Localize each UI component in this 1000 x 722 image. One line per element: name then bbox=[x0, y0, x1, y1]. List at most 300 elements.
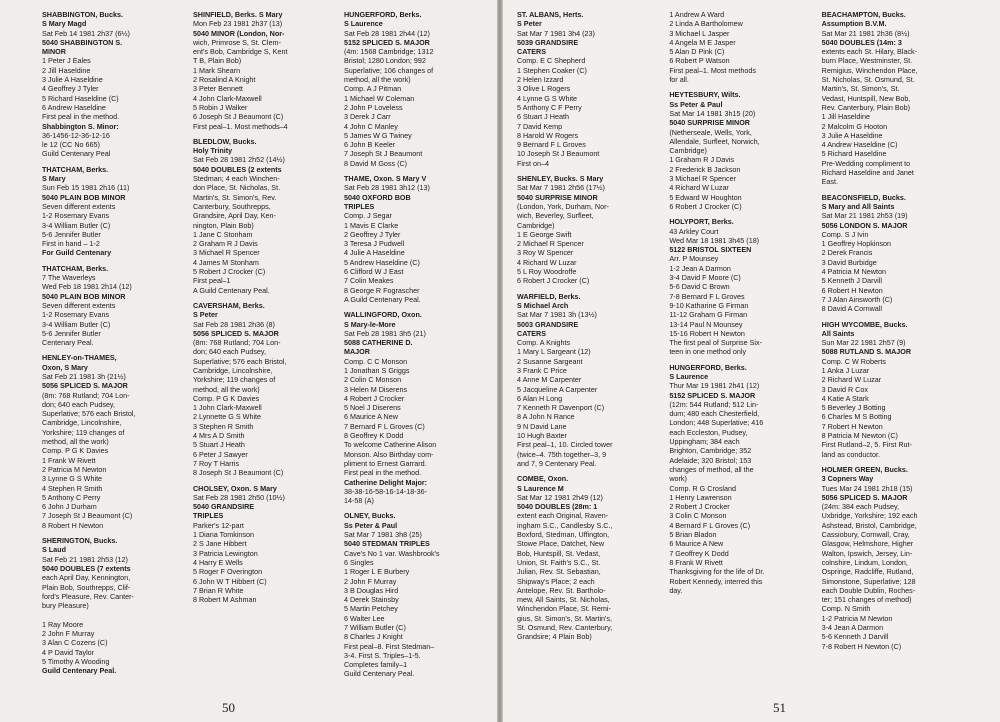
record-text-line: 1 Anka J Luzar bbox=[821, 365, 870, 375]
record-text-line: 8 Harold W Rogers bbox=[517, 130, 579, 140]
record-text-line: Martin's, St. Simon's, St. bbox=[821, 84, 900, 94]
record-text-line: 2 Susanne Sargeant bbox=[517, 356, 583, 366]
record-text-line: Julian, Rev. St. Sebastian, bbox=[517, 567, 601, 577]
record-text-line: Guild Centenary Peal. bbox=[343, 669, 415, 679]
record-text-line: 2 John F Murray bbox=[42, 629, 95, 638]
record-heading-line: 5152 SPLICED S. MAJOR bbox=[669, 390, 756, 400]
record-text-line: First on–4 bbox=[517, 158, 549, 168]
record-heading-line: HEYTESBURY, Wilts. bbox=[669, 90, 741, 100]
record-text-line: 2 Linda A Bartholomew bbox=[669, 19, 743, 29]
record-text-line: 1 Diana Tomkinson bbox=[192, 530, 254, 540]
record-text-line: 4 Mrs A D Smith bbox=[192, 431, 245, 441]
peal-record bbox=[669, 217, 813, 356]
text-column bbox=[665, 10, 817, 704]
record-text-line: 7 Joseph St J Beaumont (C) bbox=[42, 511, 133, 521]
record-text-line: Ospringe, Radcliffe, Rutland, bbox=[821, 567, 914, 577]
record-text-line: 3-4 David F Moore (C) bbox=[669, 273, 741, 283]
record-text-line: 1 Mary L Sargeant (12) bbox=[517, 347, 591, 357]
record-text-line: each Eccleston, Pudsey, bbox=[669, 427, 748, 437]
record-text-line: 3 Teresa J Pudwell bbox=[343, 239, 405, 249]
record-heading-line: S Laurence M bbox=[517, 483, 564, 493]
record-text-line: 7 Robert H Newton bbox=[821, 421, 883, 431]
record-heading-line: 5040 MINOR (London, Nor- bbox=[192, 28, 285, 38]
record-text-line: 8 Joseph St J Beaumont (C) bbox=[192, 468, 284, 478]
record-text-line: 4 Patricia M Newton bbox=[821, 267, 886, 277]
record-text-line: 1 Jonathan S Griggs bbox=[343, 365, 410, 375]
record-text-line: 1 Geoffrey Hopkinson bbox=[821, 239, 892, 249]
peal-record bbox=[517, 292, 661, 469]
peal-record bbox=[517, 174, 661, 286]
record-text-line: First Rutland–2, 5. First Rut- bbox=[821, 440, 912, 450]
record-heading-line: 5040 STEDMAN TRIPLES bbox=[343, 539, 430, 549]
record-text-line: 4 Robert J Crocker bbox=[343, 393, 405, 403]
record-text-line: 1 Jane C Stonham bbox=[192, 229, 253, 239]
record-text-line: 3 Michael R Spencer bbox=[669, 174, 737, 184]
record-text-line: burn Place, Westminster, St. bbox=[821, 56, 913, 66]
record-text-line: 8 Robert H Newton bbox=[42, 520, 104, 530]
record-text-line: 6 John B Keeler bbox=[343, 140, 396, 150]
record-heading-line: All Saints bbox=[821, 328, 855, 338]
record-heading-line: 3 Copners Way bbox=[821, 474, 874, 484]
record-text-line: 1 John Clark-Maxwell bbox=[192, 403, 262, 413]
record-text-line: 3 Michael L Jasper bbox=[669, 28, 730, 38]
record-text-line: Sun Feb 15 1981 2h16 (11) bbox=[42, 183, 130, 193]
record-text-line: 1-2 Rosemary Evans bbox=[42, 310, 110, 320]
record-text-line: 3 Frank C Price bbox=[517, 365, 567, 375]
record-text-line: Martin's, St. Simon's, Rev. bbox=[192, 192, 277, 202]
record-text-line: Sat Feb 21 1981 2h53 (12) bbox=[42, 554, 128, 564]
record-heading-line: 5040 SURPRISE MINOR bbox=[669, 118, 750, 128]
record-heading-line: S Peter bbox=[192, 310, 218, 320]
record-text-line: Brighton, Cambridge; 352 bbox=[669, 446, 752, 456]
peal-record bbox=[822, 320, 966, 459]
record-text-line: teen in one method only bbox=[669, 347, 747, 357]
record-heading-line: 5056 SPLICED S. MAJOR bbox=[821, 492, 908, 502]
record-heading-line: 5040 DOUBLES (2 extents bbox=[192, 164, 282, 174]
record-heading-line: HOLYPORT, Berks. bbox=[669, 217, 734, 227]
record-text-line: 3 Stephen R Smith bbox=[192, 421, 254, 431]
record-text-line: 1 Henry Lawrenson bbox=[669, 492, 732, 502]
peal-record bbox=[822, 193, 966, 314]
record-text-line: nington, Plain Bob) bbox=[192, 220, 254, 230]
record-text-line: Uppingham; 384 each bbox=[669, 437, 740, 447]
record-text-line: 3 B Douglas Hird bbox=[343, 585, 399, 595]
record-text-line: 38-38-16-58-16-14-18-36- bbox=[343, 486, 428, 496]
record-text-line: Comp. R G Crosland bbox=[669, 483, 737, 493]
peal-record bbox=[42, 353, 185, 530]
record-text-line: 6 Maurice A New bbox=[343, 412, 398, 422]
record-text-line: Sat Mar 21 1981 2h36 (8½) bbox=[821, 28, 910, 38]
record-text-line: Vedast, Huntspill, New Bob, bbox=[821, 93, 911, 103]
record-text-line: 3 Colin C Monson bbox=[669, 511, 727, 521]
record-text-line: Superlative; 576 each Bristol, bbox=[42, 409, 136, 419]
record-text-line: Superlative; 576 each Bristol, bbox=[192, 356, 287, 366]
record-text-line: don; 640 each Pudsey, bbox=[42, 399, 115, 409]
record-heading-line: 5088 CATHERINE D. bbox=[343, 338, 413, 348]
record-text-line: First peal–8. First Stedman– bbox=[343, 641, 435, 651]
record-text-line: 2 Helen Izzard bbox=[517, 75, 564, 85]
record-text-line: 2 Derek Francis bbox=[821, 248, 873, 258]
record-text-line: Wed Feb 18 1981 2h14 (12) bbox=[42, 282, 132, 292]
record-text-line: 4 Richard W Luzar bbox=[517, 257, 577, 267]
peal-record bbox=[42, 165, 185, 258]
record-text-line: 1 Mavis E Clarke bbox=[343, 220, 399, 230]
record-text-line: (4m: 1568 Cambridge; 1312 bbox=[343, 47, 434, 57]
record-text-line: 1 Frank W Rivett bbox=[42, 455, 96, 465]
record-text-line: method, all the work) bbox=[343, 75, 411, 85]
record-text-line: ter; 151 changes of method) bbox=[821, 595, 912, 605]
record-text-line: 5 James W G Twiney bbox=[343, 130, 412, 140]
record-heading-line: For Guild Centenary bbox=[42, 248, 112, 258]
record-heading-line: 5040 DOUBLES (7 extents bbox=[42, 563, 131, 573]
record-text-line: Sat Feb 28 1981 2h44 (12) bbox=[343, 28, 430, 38]
record-text-line: A Guild Centenary Peal. bbox=[343, 294, 421, 304]
text-column bbox=[340, 10, 491, 704]
record-text-line: 8 George R Fograscher bbox=[343, 285, 420, 295]
record-text-line: dum; 480 each Chesterfield, bbox=[669, 409, 760, 419]
record-text-line: St. Osmund, Rev. Canterbury, bbox=[517, 623, 613, 632]
peal-record bbox=[517, 474, 661, 641]
record-text-line: Plain Bob, Southrepps, Clif- bbox=[42, 582, 131, 592]
text-column bbox=[189, 10, 340, 704]
record-text-line: Yorkshire; 119 changes of bbox=[192, 375, 276, 385]
record-text-line: 6 Robert J Crocker (C) bbox=[669, 201, 742, 211]
record-heading-line: CHOLSEY, Oxon. S Mary bbox=[192, 483, 277, 493]
record-text-line: 4 Stephen R Smith bbox=[42, 483, 103, 493]
record-heading-line: S Laurence bbox=[669, 371, 709, 381]
record-text-line: Glasgow, Helmshore, Higher bbox=[821, 539, 914, 549]
record-text-line: Sat Feb 28 1981 3h5 (21) bbox=[343, 328, 426, 338]
record-text-line: work) bbox=[669, 474, 687, 484]
record-text-line: 2 Malcolm G Hooton bbox=[821, 121, 888, 131]
record-text-line: T B, Plain Bob) bbox=[192, 56, 242, 66]
record-text-line: 2 Jill Haseldine bbox=[42, 65, 91, 75]
record-heading-line: Catherine Delight Major: bbox=[343, 477, 428, 487]
record-text-line: Sat Mar 7 1981 3h8 (25) bbox=[343, 530, 422, 540]
record-text-line: 1-2 Patricia M Newton bbox=[821, 613, 893, 623]
record-heading-line: SHERINGTON, Bucks. bbox=[42, 536, 118, 546]
peal-record bbox=[344, 174, 487, 304]
record-text-line: 8 Frank W Rivett bbox=[669, 557, 723, 567]
record-text-line: Tues Mar 24 1981 2h18 (15) bbox=[821, 483, 913, 493]
record-text-line: 5 Richard Haseldine (C) bbox=[42, 93, 119, 103]
record-text-line: changes of method, all the bbox=[669, 464, 754, 474]
record-heading-line: TRIPLES bbox=[343, 201, 375, 211]
record-heading-line: WARFIELD, Berks. bbox=[517, 291, 581, 301]
record-text-line: 7 J Alan Ainsworth (C) bbox=[821, 294, 893, 304]
record-text-line: method, all the work) bbox=[192, 384, 260, 394]
peal-record bbox=[193, 10, 336, 131]
record-text-line: 1 Jill Haseldine bbox=[821, 112, 870, 122]
record-text-line: Stedman; 4 each Winchen- bbox=[192, 174, 280, 184]
record-text-line: 10 Hugh Baxter bbox=[517, 431, 567, 441]
record-heading-line: S Laurence bbox=[343, 19, 383, 29]
record-text-line bbox=[42, 610, 185, 619]
record-text-line: Grandsire, April Day, Ken- bbox=[192, 211, 276, 221]
text-column bbox=[818, 10, 970, 704]
record-heading-line: 5040 OXFORD BOB bbox=[343, 192, 411, 202]
record-text-line: 9-10 Katharine G Firman bbox=[669, 300, 749, 310]
record-text-line: 5-6 David C Brown bbox=[669, 282, 730, 292]
record-heading-line: 5040 SURPRISE MINOR bbox=[517, 192, 598, 202]
record-text-line: Sat Feb 14 1981 2h37 (6½) bbox=[42, 28, 130, 38]
record-text-line: 8 Patricia M Newton (C) bbox=[821, 431, 898, 441]
record-heading-line: S Michael Arch bbox=[517, 300, 569, 310]
record-heading-line: HENLEY-on-THAMES, bbox=[42, 353, 117, 363]
record-text-line: 8 Robert M Ashman bbox=[192, 595, 257, 605]
record-heading-line: TRIPLES bbox=[192, 511, 224, 521]
record-text-line: 1-2 Jean A Darmon bbox=[669, 263, 731, 273]
record-text-line: Sun Mar 22 1981 2h57 (9) bbox=[821, 338, 906, 348]
record-text-line: mew, All Saints, St. Nicholas, bbox=[517, 595, 610, 605]
peal-record bbox=[669, 90, 813, 211]
peal-record bbox=[669, 363, 813, 595]
record-heading-line: THAME, Oxon. S Mary V bbox=[343, 174, 427, 184]
left-page bbox=[0, 0, 497, 722]
record-text-line: 7 Geoffrey K Dodd bbox=[669, 548, 729, 558]
record-text-line: 4 Julie A Haseldine bbox=[343, 248, 405, 258]
record-text-line: ingham S.C., Candlesby S.C., bbox=[517, 520, 613, 530]
record-heading-line: 5039 GRANDSIRE bbox=[517, 37, 579, 47]
record-text-line: 11-12 Graham G Firman bbox=[669, 310, 748, 320]
record-text-line: 4 John C Manley bbox=[343, 121, 398, 131]
record-heading-line: SHENLEY, Bucks. S Mary bbox=[517, 174, 604, 184]
record-text-line: 2 Robert J Crocker bbox=[669, 502, 730, 512]
record-heading-line: WALLINGFORD, Oxon. bbox=[343, 310, 422, 320]
peal-record bbox=[42, 536, 185, 675]
record-text-line: Pre-Wedding compliment to bbox=[821, 158, 911, 168]
right-page-columns bbox=[513, 10, 970, 704]
record-text-line: 5 Anthony C F Perry bbox=[517, 102, 582, 112]
record-text-line: To welcome Catherine Alison bbox=[343, 440, 437, 450]
record-text-line: 8 A John N Rance bbox=[517, 412, 575, 422]
record-text-line: Monson. Also Birthday com- bbox=[343, 449, 434, 459]
record-text-line: land as conductor. bbox=[821, 449, 880, 459]
record-text-line: 2 Rosalind A Knight bbox=[192, 75, 256, 85]
record-text-line: ent's Bob, Cambridge S, Kent bbox=[192, 47, 288, 57]
record-heading-line: Oxon, S Mary bbox=[42, 362, 88, 372]
record-heading-line: 5088 RUTLAND S. MAJOR bbox=[821, 347, 912, 357]
record-heading-line: 5056 LONDON S. MAJOR bbox=[821, 220, 908, 230]
record-heading-line: CATERS bbox=[517, 47, 547, 57]
record-heading-line: HUNGERFORD, Berks. bbox=[343, 10, 422, 19]
record-heading-line: 5152 SPLICED S. MAJOR bbox=[343, 37, 430, 47]
record-text-line: (twice–4. 75th together–3, 9 bbox=[517, 449, 607, 459]
record-text-line: 36-1456-12-36-12-16 bbox=[42, 130, 110, 140]
record-text-line: extents each St. Hilary, Black- bbox=[821, 47, 917, 57]
record-text-line: (London, York, Durham, Nor- bbox=[517, 201, 609, 211]
record-text-line: Sat Mar 21 1981 2h53 (19) bbox=[821, 211, 908, 221]
record-text-line: Completes family–1 bbox=[343, 660, 408, 670]
record-text-line: 4 Derek Stainsby bbox=[343, 595, 399, 605]
record-text-line: Allendale, Surfleet, Norwich, bbox=[669, 136, 760, 146]
record-text-line: 3 Derek J Carr bbox=[343, 112, 391, 122]
record-text-line: Comp. A J Pitman bbox=[343, 84, 402, 94]
record-text-line: don Place, St. Nicholas, St. bbox=[192, 183, 281, 193]
record-text-line: 4 Andrew Haseldine (C) bbox=[821, 140, 898, 150]
record-text-line: Mon Feb 23 1981 2h37 (13) bbox=[192, 19, 283, 29]
record-text-line: 4 Richard W Luzar bbox=[669, 183, 729, 193]
record-heading-line: S Peter bbox=[517, 19, 542, 29]
record-text-line: 4 P David Taylor bbox=[42, 647, 95, 657]
record-text-line: 6 John J Durham bbox=[42, 502, 97, 512]
record-text-line: 6 Andrew Haseldine bbox=[42, 102, 106, 112]
record-text-line: 5 Alan D Pink (C) bbox=[669, 47, 725, 57]
record-text-line: 8 Geoffrey K Dodd bbox=[343, 431, 404, 441]
record-text-line: St. Nicholas, St. Osmund, St. bbox=[821, 75, 915, 85]
record-text-line: Antelope, Rev. St. Bartholo- bbox=[517, 585, 606, 595]
record-text-line: and 7, 9 Centenary Peal. bbox=[517, 458, 597, 468]
record-text-line: Walton, Ipswich, Jersey, Lin- bbox=[821, 548, 913, 558]
record-text-line: 6 Robert J Crocker (C) bbox=[517, 276, 590, 286]
record-text-line: bury Pleasure) bbox=[42, 601, 89, 611]
record-text-line: gius, St. Simon's, St. Martin's, bbox=[517, 613, 613, 623]
record-text-line: Comp. A Knights bbox=[517, 338, 571, 348]
peal-record bbox=[344, 310, 487, 505]
record-heading-line: 5040 PLAIN BOB MINOR bbox=[42, 291, 126, 301]
record-heading-line: SHABBINGTON, Bucks. bbox=[42, 10, 123, 19]
record-text-line: 5 Jacqueline A Carpenter bbox=[517, 384, 598, 394]
record-text-line: Arr. P Mounsey bbox=[669, 254, 719, 264]
record-text-line: Robert Kennedy, interred this bbox=[669, 576, 763, 586]
record-heading-line: S Laud bbox=[42, 545, 66, 555]
record-text-line: 1-2 Rosemary Evans bbox=[42, 211, 110, 221]
record-text-line: 6 Walter Lee bbox=[343, 613, 385, 623]
record-text-line: 2 S Jane Hibbert bbox=[192, 539, 247, 549]
record-text-line: 2 John P Loveless bbox=[343, 102, 403, 112]
record-text-line: wich, Primrose S, St. Clem- bbox=[192, 37, 281, 47]
record-text-line: Shipway's Place; 2 each bbox=[517, 576, 595, 586]
record-text-line: 7 David Kemp bbox=[517, 121, 563, 131]
record-text-line: 3-4 William Butler (C) bbox=[42, 319, 111, 329]
record-text-line: 5 Brian Bladon bbox=[669, 530, 717, 540]
record-text-line: 5 Andrew Haseldine (C) bbox=[343, 257, 420, 267]
record-text-line: 2 Lynnette G S White bbox=[192, 412, 262, 422]
record-text-line: First peal–1. Most methods–4 bbox=[192, 121, 288, 131]
record-text-line: Boxford, Stedman, Uffington, bbox=[517, 530, 610, 540]
record-text-line: 7-8 Robert H Newton (C) bbox=[821, 641, 902, 651]
record-heading-line: THATCHAM, Berks. bbox=[42, 164, 109, 174]
record-text-line: 7 Joseph St J Beaumont bbox=[343, 149, 423, 159]
record-text-line: 3 Michael R Spencer bbox=[192, 248, 260, 258]
record-text-line: pliment to Ernest Garrard. bbox=[343, 458, 427, 468]
record-text-line: 7 Kenneth R Davenport (C) bbox=[517, 403, 605, 413]
record-text-line: 2 Colin C Monson bbox=[343, 375, 402, 385]
record-heading-line: ST. ALBANS, Herts. bbox=[517, 10, 584, 19]
record-text-line: 8 David A Cornwall bbox=[821, 304, 882, 314]
record-text-line: ford's Pleasure, Rev. Canter- bbox=[42, 591, 134, 601]
record-text-line: Sat Mar 7 1981 3h (13½) bbox=[517, 310, 597, 320]
record-text-line: 5 Robin J Walker bbox=[192, 102, 248, 112]
record-text-line: Cambridge) bbox=[669, 146, 707, 156]
record-text-line: First peal–1, 10. Circled tower bbox=[517, 440, 613, 450]
record-text-line: Sat Feb 21 1981 3h (21½) bbox=[42, 371, 126, 381]
record-text-line: Bob, Huntspill, St. Vedast, bbox=[517, 548, 601, 558]
record-text-line: Stowe Place, Datchet, New bbox=[517, 539, 605, 549]
record-text-line: Cambridge, Lincolnshire, bbox=[42, 418, 122, 428]
record-heading-line: 5040 DOUBLES (28m: 1 bbox=[517, 502, 598, 512]
record-text-line: 1 Stephen Coaker (C) bbox=[517, 65, 587, 75]
record-text-line: Richard Haseldine and Janet bbox=[821, 168, 914, 178]
record-heading-line: Ss Peter & Paul bbox=[669, 99, 723, 109]
record-text-line: le 12 (CC No 665) bbox=[42, 140, 100, 150]
record-text-line: 3-4. First S. Triples–1-5. bbox=[343, 650, 421, 660]
record-text-line: Sat Mar 7 1981 3h4 (23) bbox=[517, 28, 595, 38]
record-text-line: 5-6 Jennifer Butler bbox=[42, 229, 101, 239]
record-heading-line: OLNEY, Bucks. bbox=[343, 511, 396, 521]
record-text-line: Guild Centenary Peal bbox=[42, 149, 111, 159]
record-text-line: Adelaide; 320 Bristol; 153 bbox=[669, 455, 752, 465]
record-text-line: Seven different extents bbox=[42, 201, 116, 211]
record-text-line: Cambridge) bbox=[517, 220, 555, 230]
peal-record bbox=[669, 10, 813, 84]
record-text-line: 6 Singles bbox=[343, 557, 374, 567]
record-heading-line: CATERS bbox=[517, 328, 547, 338]
record-text-line: Uxbridge, Yorkshire; 192 each bbox=[821, 511, 918, 521]
record-text-line: 2 Geoffrey J Tyler bbox=[343, 229, 401, 239]
record-text-line: day. bbox=[669, 585, 683, 595]
record-text-line: Sat Feb 28 1981 3h12 (13) bbox=[343, 183, 430, 193]
record-heading-line: S Mary-le-More bbox=[343, 319, 396, 329]
record-heading-line: 5122 BRISTOL SIXTEEN bbox=[669, 245, 752, 255]
record-text-line: (8m: 768 Rutland; 704 Lon- bbox=[192, 338, 281, 348]
record-text-line: Seven different extents bbox=[42, 300, 116, 310]
record-text-line: 3-4 William Butler (C) bbox=[42, 220, 111, 230]
record-text-line: 5 Roger F Overington bbox=[192, 567, 263, 577]
record-text-line: Cave's No 1 var. Washbrook's bbox=[343, 548, 440, 558]
record-text-line: Grandsire; 4 Plain Bob) bbox=[517, 632, 592, 642]
record-text-line: 4 Angela M E Jasper bbox=[669, 37, 736, 47]
record-text-line: Sat Feb 28 1981 2h50 (10½) bbox=[192, 492, 285, 502]
record-text-line: Simonstone, Superlative; 128 bbox=[821, 576, 916, 586]
record-text-line: 13-14 Paul N Mounsey bbox=[669, 319, 743, 329]
record-text-line: 7 Roy T Harris bbox=[192, 458, 240, 468]
record-text-line: 4 Bernard F L Groves (C) bbox=[669, 520, 751, 530]
record-text-line: (12m: 544 Rutland; 512 Lin- bbox=[669, 399, 759, 409]
record-text-line: 4 Anne M Carpenter bbox=[517, 375, 582, 385]
record-text-line: Union, St. Faith's S.C., St. bbox=[517, 557, 601, 567]
record-text-line: 7 Brian R White bbox=[192, 585, 244, 595]
record-text-line: colnshire, Lindum, London, bbox=[821, 557, 908, 567]
record-text-line: 43 Arkley Court bbox=[669, 226, 719, 236]
record-text-line: 8 Charles J Knight bbox=[343, 632, 403, 642]
record-heading-line: BEACONSFIELD, Bucks. bbox=[821, 192, 906, 202]
record-heading-line: HOLMER GREEN, Bucks. bbox=[821, 464, 908, 474]
record-text-line: 4 Katie A Stark bbox=[821, 393, 869, 403]
peal-record bbox=[822, 465, 966, 651]
record-text-line: 2 Michael R Spencer bbox=[517, 239, 584, 249]
record-text-line: 6 Robert H Newton bbox=[821, 285, 883, 295]
record-heading-line: S Mary bbox=[42, 174, 66, 184]
record-text-line: 3 Peter Bennett bbox=[192, 84, 243, 94]
record-heading-line: MAJOR bbox=[343, 347, 370, 357]
record-text-line: 3 Helen M Diserens bbox=[343, 384, 408, 394]
record-text-line: Superlative; 106 changes of bbox=[343, 65, 434, 75]
record-text-line: Winchendon Place, St. Remi- bbox=[517, 604, 611, 614]
record-heading-line: S Mary Magd bbox=[42, 19, 87, 29]
record-heading-line: 5040 GRANDSIRE bbox=[192, 502, 255, 512]
record-heading-line: CAVERSHAM, Berks. bbox=[192, 300, 265, 310]
record-text-line: Thur Mar 19 1981 2h41 (12) bbox=[669, 381, 760, 391]
record-heading-line: Assumption B.V.M. bbox=[821, 19, 887, 29]
record-heading-line: 5040 PLAIN BOB MINOR bbox=[42, 192, 126, 202]
right-page bbox=[503, 0, 1000, 722]
record-text-line: each April Day, Kennington, bbox=[42, 573, 131, 583]
record-text-line: 3-4 Jean A Darmon bbox=[821, 623, 884, 632]
record-text-line: 5 Edward W Houghton bbox=[669, 192, 742, 202]
record-heading-line: S Mary and All Saints bbox=[821, 201, 895, 211]
record-text-line: 2 Frederick B Jackson bbox=[669, 164, 741, 174]
